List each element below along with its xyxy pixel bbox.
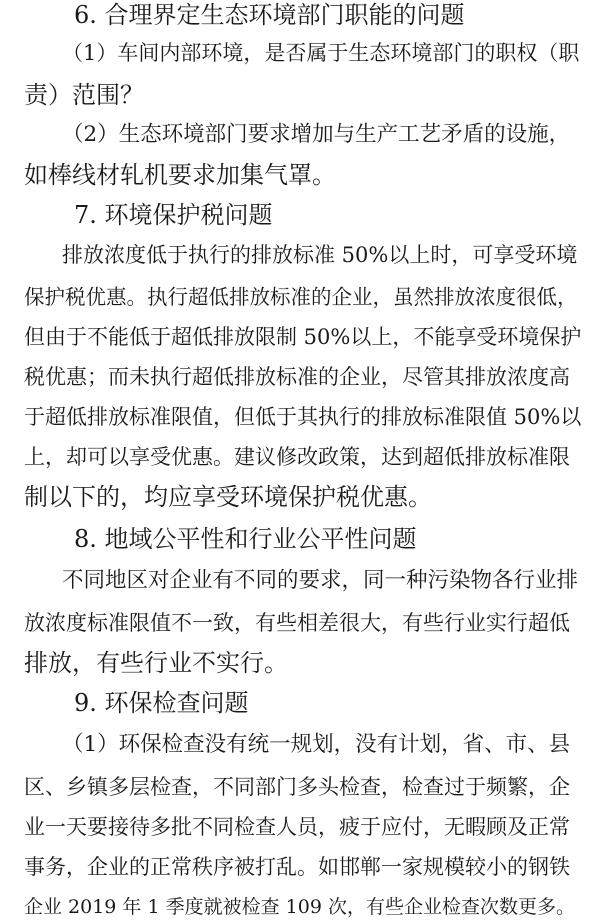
paragraph-7-line-4: 税优惠；而未执行超低排放标准的企业，尽管其排放浓度高 [24,365,570,389]
item-9-1-line-3: 业一天要接待多批不同检查人员，疲于应付，无暇顾及正常 [24,815,570,839]
paragraph-8-line-2: 放浓度标准限值不一致，有些相差很大，有些行业实行超低 [24,611,570,635]
item-6-1-line-2: 责）范围？ [24,81,144,109]
item-6-1-line-1: （1）车间内部环境，是否属于生态环境部门的职权（职 [62,41,580,65]
heading-9: 9. 环保检查问题 [74,689,249,717]
paragraph-7-line-5: 于超低排放标准限值，但低于其执行的排放标准限值 50%以 [24,405,582,429]
paragraph-8-line-3: 排放，有些行业不实行。 [24,649,288,677]
item-9-1-line-2: 区、乡镇多层检查，不同部门多头检查，检查过于频繁，企 [24,775,570,799]
heading-8: 8. 地域公平性和行业公平性问题 [74,525,417,553]
paragraph-8-line-1: 不同地区对企业有不同的要求，同一种污染物各行业排 [62,568,579,593]
item-9-1-line-4: 事务，企业的正常秩序被打乱。如邯郸一家规模较小的钢铁 [24,855,570,879]
item-9-1-line-5: 企业 2019 年 1 季度就被检查 109 次，有些企业检查次数更多。 [24,896,575,918]
paragraph-7-line-3: 但由于不能低于超低排放限制 50%以上，不能享受环境保护 [24,325,582,349]
item-9-1-line-1: （1）环保检查没有统一规划，没有计划，省、市、县 [62,732,571,757]
paragraph-7-line-1: 排放浓度低于执行的排放标准 50%以上时，可享受环境 [62,243,578,267]
heading-6: 6. 合理界定生态环境部门职能的问题 [74,1,465,29]
paragraph-7-line-6: 上，却可以享受优惠。建议修改政策，达到超低排放标准限 [24,445,570,469]
paragraph-7-line-7: 制以下的，均应享受环境保护税优惠。 [24,483,432,511]
item-6-2-line-1: （2）生态环境部门要求增加与生产工艺矛盾的设施， [62,122,571,147]
heading-7: 7. 环境保护税问题 [74,201,273,229]
item-6-2-line-2: 如棒线材轧机要求加集气罩。 [24,161,336,189]
paragraph-7-line-2: 保护税优惠。执行超低排放标准的企业，虽然排放浓度很低， [24,285,578,309]
